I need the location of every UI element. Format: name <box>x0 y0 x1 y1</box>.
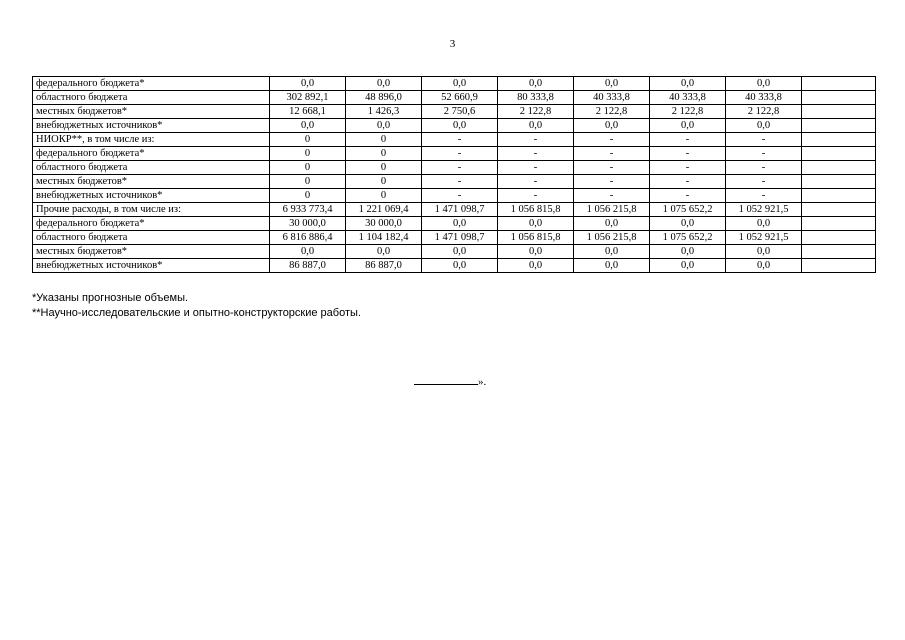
table-cell: 0,0 <box>574 119 650 133</box>
table-cell: 0 <box>270 175 346 189</box>
table-cell <box>802 189 876 203</box>
table-row <box>33 105 876 119</box>
table-cell: 1 075 652,2 <box>650 231 726 245</box>
table-cell: 0 <box>270 133 346 147</box>
table-cell: 0,0 <box>422 217 498 231</box>
closing-quote: ». <box>478 376 487 388</box>
table-cell: 0,0 <box>346 119 422 133</box>
table-cell: 1 056 215,8 <box>574 231 650 245</box>
table-cell: - <box>422 133 498 147</box>
table-cell: 0 <box>270 147 346 161</box>
table-cell: 0,0 <box>346 77 422 91</box>
table-cell <box>802 105 876 119</box>
budget-table <box>32 76 876 273</box>
table-cell: - <box>574 189 650 203</box>
table-cell: 1 056 215,8 <box>574 203 650 217</box>
table-cell: 30 000,0 <box>346 217 422 231</box>
row-label: федерального бюджета* <box>33 217 270 231</box>
table-cell <box>802 259 876 273</box>
row-label: НИОКР**, в том числе из: <box>33 133 270 147</box>
table-cell: 0,0 <box>346 245 422 259</box>
table-cell: 0 <box>346 161 422 175</box>
table-cell: - <box>498 189 574 203</box>
footnote-forecast: *Указаны прогнозные объемы. <box>32 292 189 304</box>
table-cell: 0,0 <box>270 119 346 133</box>
table-cell: 0,0 <box>498 259 574 273</box>
row-label: Прочие расходы, в том числе из: <box>33 203 270 217</box>
table-cell: 0,0 <box>650 245 726 259</box>
table-cell: 2 122,8 <box>498 105 574 119</box>
table-cell: 0,0 <box>422 119 498 133</box>
table-cell: 1 075 652,2 <box>650 203 726 217</box>
table-cell: - <box>498 175 574 189</box>
table-cell: 1 104 182,4 <box>346 231 422 245</box>
table-row <box>33 77 876 91</box>
closing-mark <box>414 374 486 388</box>
row-label: областного бюджета <box>33 91 270 105</box>
table-cell: 0,0 <box>498 77 574 91</box>
table-cell: 0,0 <box>726 217 802 231</box>
table-cell: 0,0 <box>650 217 726 231</box>
table-cell: - <box>422 161 498 175</box>
table-cell: 0 <box>346 175 422 189</box>
table-cell: - <box>650 175 726 189</box>
table-cell <box>802 217 876 231</box>
table-cell <box>802 175 876 189</box>
table-cell: 0,0 <box>498 119 574 133</box>
table-cell: 0 <box>346 133 422 147</box>
signature-blank-line <box>414 374 478 385</box>
table-cell: - <box>726 175 802 189</box>
table-cell: 6 816 886,4 <box>270 231 346 245</box>
table-cell: 1 052 921,5 <box>726 231 802 245</box>
table-cell: 40 333,8 <box>650 91 726 105</box>
table-cell <box>802 91 876 105</box>
table-cell: - <box>574 147 650 161</box>
row-label: федерального бюджета* <box>33 147 270 161</box>
table-cell: - <box>726 189 802 203</box>
table-row <box>33 217 876 231</box>
table-cell: - <box>498 133 574 147</box>
table-cell <box>802 77 876 91</box>
table-cell: 1 471 098,7 <box>422 231 498 245</box>
footnote-niokr: **Научно-исследовательские и опытно-конструкторские работы. <box>32 307 361 319</box>
table-row <box>33 91 876 105</box>
page-number: 3 <box>449 38 456 50</box>
table-row <box>33 161 876 175</box>
table-cell: 1 471 098,7 <box>422 203 498 217</box>
row-label: местных бюджетов* <box>33 105 270 119</box>
table-cell: - <box>726 161 802 175</box>
table-cell: - <box>650 133 726 147</box>
table-cell <box>802 133 876 147</box>
table-cell: 86 887,0 <box>346 259 422 273</box>
table-cell: 0,0 <box>498 217 574 231</box>
table-cell: 0 <box>270 189 346 203</box>
table-cell: - <box>574 133 650 147</box>
table-row <box>33 175 876 189</box>
row-label: местных бюджетов* <box>33 175 270 189</box>
table-cell <box>802 119 876 133</box>
table-cell: 302 892,1 <box>270 91 346 105</box>
row-label: областного бюджета <box>33 161 270 175</box>
table-cell <box>802 245 876 259</box>
table-cell: 6 933 773,4 <box>270 203 346 217</box>
table-cell <box>802 147 876 161</box>
table-cell: - <box>650 189 726 203</box>
table-cell: 0,0 <box>498 245 574 259</box>
table-cell: 1 056 815,8 <box>498 203 574 217</box>
table-cell: 40 333,8 <box>574 91 650 105</box>
table-row <box>33 259 876 273</box>
table-cell: - <box>650 147 726 161</box>
table-cell: 1 221 069,4 <box>346 203 422 217</box>
table-cell <box>802 231 876 245</box>
row-label: внебюджетных источников* <box>33 119 270 133</box>
table-cell: 0,0 <box>422 77 498 91</box>
table-cell: 0,0 <box>726 259 802 273</box>
table-cell: 52 660,9 <box>422 91 498 105</box>
table-row <box>33 119 876 133</box>
table-cell: 0,0 <box>574 245 650 259</box>
table-cell: - <box>422 147 498 161</box>
table-cell: 2 122,8 <box>650 105 726 119</box>
table-cell: 0,0 <box>270 77 346 91</box>
table-cell: 1 052 921,5 <box>726 203 802 217</box>
table-cell <box>802 161 876 175</box>
table-cell: 40 333,8 <box>726 91 802 105</box>
row-label: внебюджетных источников* <box>33 189 270 203</box>
table-cell: - <box>422 189 498 203</box>
table-cell: 2 750,6 <box>422 105 498 119</box>
table-cell: 2 122,8 <box>726 105 802 119</box>
table-cell: 1 056 815,8 <box>498 231 574 245</box>
row-label: местных бюджетов* <box>33 245 270 259</box>
table-cell: - <box>498 147 574 161</box>
table-cell: 0,0 <box>574 217 650 231</box>
table-cell: 86 887,0 <box>270 259 346 273</box>
table-row <box>33 231 876 245</box>
table-row <box>33 189 876 203</box>
table-cell: 0 <box>270 161 346 175</box>
table-cell: 2 122,8 <box>574 105 650 119</box>
table-cell: 1 426,3 <box>346 105 422 119</box>
table-row <box>33 245 876 259</box>
table-cell: 12 668,1 <box>270 105 346 119</box>
table-cell: 0,0 <box>650 77 726 91</box>
table-cell: 0,0 <box>650 119 726 133</box>
row-label: областного бюджета <box>33 231 270 245</box>
table-cell: - <box>574 161 650 175</box>
table-cell: 30 000,0 <box>270 217 346 231</box>
table-cell: - <box>422 175 498 189</box>
table-cell <box>802 203 876 217</box>
table-cell: - <box>650 161 726 175</box>
table-cell: 0,0 <box>422 259 498 273</box>
table-cell: 0,0 <box>726 77 802 91</box>
table-cell: - <box>726 147 802 161</box>
table-cell: 0,0 <box>726 245 802 259</box>
table-cell: - <box>498 161 574 175</box>
table-cell: 80 333,8 <box>498 91 574 105</box>
table-cell: 0,0 <box>650 259 726 273</box>
table-row <box>33 133 876 147</box>
table-cell: 0 <box>346 189 422 203</box>
table-cell: - <box>574 175 650 189</box>
table-cell: 0 <box>346 147 422 161</box>
table-cell: 0,0 <box>726 119 802 133</box>
table-cell: 48 896,0 <box>346 91 422 105</box>
table-cell: 0,0 <box>574 77 650 91</box>
footnotes <box>32 291 361 321</box>
table-cell: 0,0 <box>422 245 498 259</box>
row-label: федерального бюджета* <box>33 77 270 91</box>
table-cell: 0,0 <box>270 245 346 259</box>
table-row <box>33 203 876 217</box>
budget-table-body <box>33 77 876 273</box>
table-row <box>33 147 876 161</box>
table-cell: 0,0 <box>574 259 650 273</box>
row-label: внебюджетных источников* <box>33 259 270 273</box>
table-cell: - <box>726 133 802 147</box>
